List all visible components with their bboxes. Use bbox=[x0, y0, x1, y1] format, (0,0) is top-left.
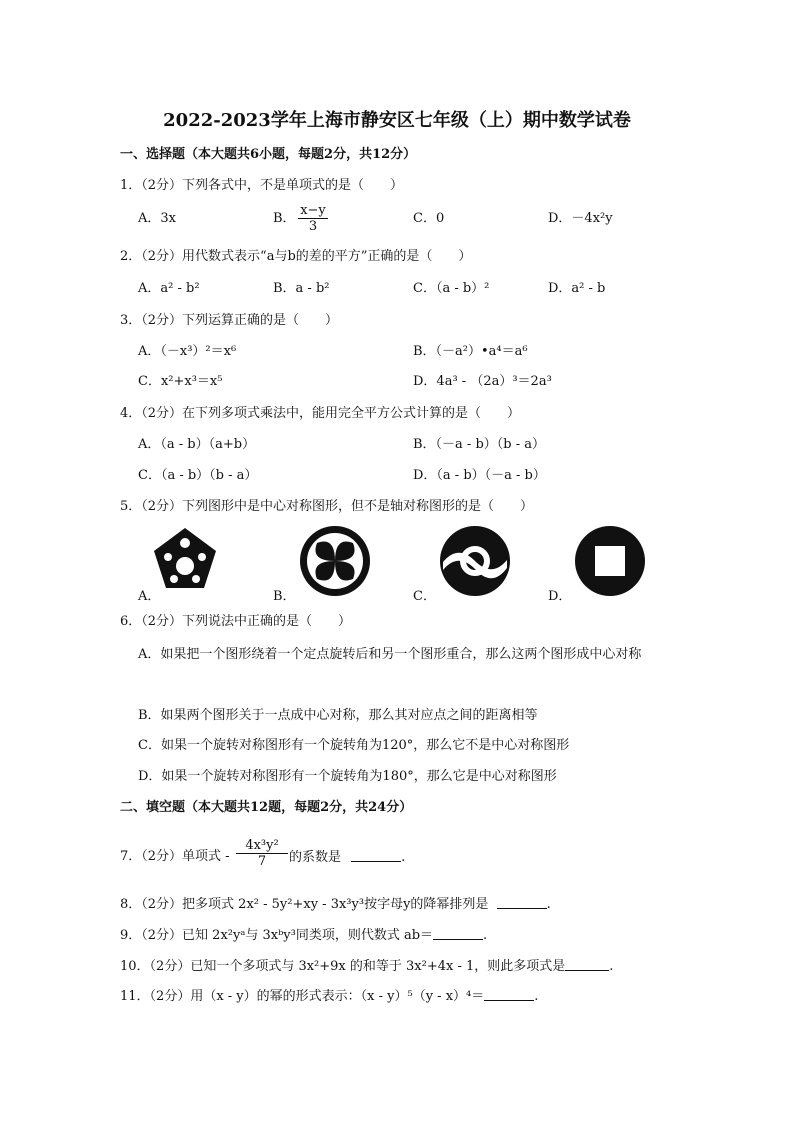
q1-option-b-numerator: x−y bbox=[298, 203, 328, 219]
question-4-stem: 4．（2分）在下列多项式乘法中，能用完全平方公式计算的是（ ） bbox=[120, 406, 521, 421]
q1-option-d: D．－4x²y bbox=[548, 211, 613, 226]
q2-option-a: A．a² - b² bbox=[138, 281, 200, 296]
q2-option-b: B．a - b² bbox=[273, 281, 330, 296]
q5-option-a: A． bbox=[138, 589, 161, 604]
q9-end: . bbox=[483, 928, 488, 943]
q3-option-c: C．x²+x³＝x⁵ bbox=[138, 374, 223, 389]
question-1-stem: 1．（2分）下列各式中，不是单项式的是（ ） bbox=[120, 178, 404, 193]
q1-option-a: A．3x bbox=[138, 211, 176, 226]
q9-text: 9．（2分）已知 2x²yᵃ与 3xᵇy³同类项，则代数式 ab＝ bbox=[120, 928, 434, 943]
q5-option-d: D． bbox=[548, 589, 572, 604]
section-fill-heading: 二、填空题（本大题共12题，每题2分，共24分） bbox=[120, 800, 413, 815]
figure-d-coin-square-hole bbox=[573, 524, 647, 598]
q6-option-c: C．如果一个旋转对称图形有一个旋转角为120°，那么它不是中心对称图形 bbox=[138, 738, 570, 753]
q1-option-b-denominator: 3 bbox=[308, 219, 318, 234]
figure-c-wave-circle bbox=[438, 524, 512, 598]
q6-option-d: D．如果一个旋转对称图形有一个旋转角为180°，那么它是中心对称图形 bbox=[138, 769, 557, 784]
figure-a-pentagon-pattern bbox=[150, 526, 220, 596]
question-10 bbox=[120, 958, 613, 975]
q5-option-c: C． bbox=[413, 589, 436, 604]
question-3-stem: 3．（2分）下列运算正确的是（ ） bbox=[120, 313, 339, 328]
q8-answer-blank[interactable] bbox=[497, 896, 547, 909]
q10-end: . bbox=[609, 959, 614, 974]
q2-option-c: C．（a - b）² bbox=[413, 281, 490, 296]
q3-option-d: D．4a³ - （2a）³＝2a³ bbox=[413, 374, 552, 389]
q3-option-a: A．（－x³）²＝x⁶ bbox=[138, 344, 237, 359]
exam-title: 2022-2023学年上海市静安区七年级（上）期中数学试卷 bbox=[163, 110, 631, 131]
q4-option-d: D．（a - b）（－a - b） bbox=[413, 468, 546, 483]
q6-option-b: B．如果两个图形关于一点成中心对称，那么其对应点之间的距离相等 bbox=[138, 708, 538, 723]
q8-text: 8．（2分）把多项式 2x² - 5y²+xy - 3x³y³按字母y的降幂排列是 bbox=[120, 897, 489, 912]
q10-answer-blank[interactable] bbox=[565, 958, 609, 971]
question-11 bbox=[120, 988, 538, 1005]
q11-end: . bbox=[534, 989, 539, 1004]
q4-option-a: A．（a - b）（a+b） bbox=[138, 437, 256, 452]
q7-fraction bbox=[236, 838, 288, 869]
q1-option-b-label: B． bbox=[273, 211, 296, 226]
q4-option-b: B．（－a - b）（b - a） bbox=[413, 437, 546, 452]
question-9 bbox=[120, 927, 487, 944]
q11-text: 11．（2分）用（x - y）的幂的形式表示：（x - y）⁵（y - x）⁴＝ bbox=[120, 989, 485, 1004]
q4-option-c: C．（a - b）（b - a） bbox=[138, 468, 258, 483]
q7-answer-blank[interactable] bbox=[351, 849, 401, 862]
question-5-stem: 5．（2分）下列图形中是中心对称图形，但不是轴对称图形的是（ ） bbox=[120, 499, 534, 514]
q3-option-b: B．（－a²）•a⁴＝a⁶ bbox=[413, 344, 528, 359]
q7-post-text: 的系数是 bbox=[289, 850, 342, 865]
question-8 bbox=[120, 896, 551, 913]
question-7-pre: 7．（2分）单项式 - bbox=[120, 849, 230, 864]
question-2-stem: 2．（2分）用代数式表示“a与b的差的平方”正确的是（ ） bbox=[120, 249, 472, 264]
q6-option-a: A．如果把一个图形绕着一个定点旋转后和另一个图形重合，那么这两个图形成中心对称 bbox=[138, 647, 642, 662]
q1-option-c: C．0 bbox=[413, 211, 445, 226]
q7-denominator: 7 bbox=[257, 854, 267, 869]
q10-text: 10．（2分）已知一个多项式与 3x²+9x 的和等于 3x²+4x - 1，则此多项式是 bbox=[120, 959, 566, 974]
q7-numerator: 4x³y² bbox=[236, 838, 288, 854]
question-6-stem: 6．（2分）下列说法中正确的是（ ） bbox=[120, 614, 352, 629]
q5-option-b: B． bbox=[273, 589, 296, 604]
q9-answer-blank[interactable] bbox=[433, 927, 483, 940]
q2-option-d: D．a² - b bbox=[548, 281, 606, 296]
q7-end: . bbox=[401, 850, 406, 865]
q1-option-b-fraction bbox=[298, 203, 328, 234]
question-7-post bbox=[289, 849, 405, 866]
section-choice-heading: 一、选择题（本大题共6小题，每题2分，共12分） bbox=[120, 147, 417, 162]
q8-end: . bbox=[546, 897, 551, 912]
figure-b-four-petal-circle bbox=[298, 524, 372, 598]
q11-answer-blank[interactable] bbox=[484, 988, 534, 1001]
